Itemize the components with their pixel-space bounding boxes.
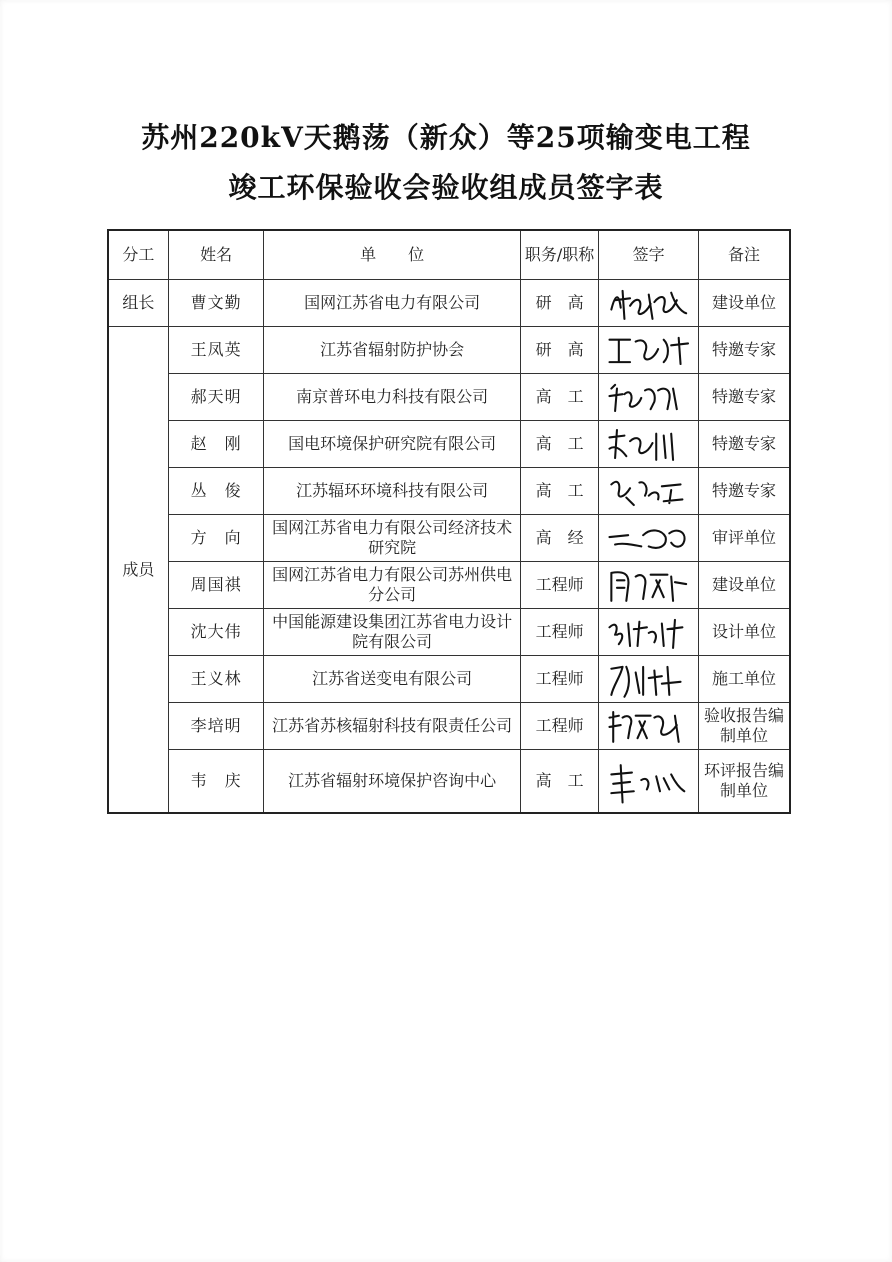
member-name: 方 向 [168,515,264,562]
leader-role: 组长 [108,280,168,327]
member-signature [599,515,699,562]
member-unit: 江苏省送变电有限公司 [264,656,521,703]
member-name: 沈大伟 [168,609,264,656]
leader-signature [599,280,699,327]
table-row [108,562,790,609]
member-note: 环评报告编制单位 [698,750,790,814]
member-unit: 江苏省辐射防护协会 [264,327,521,374]
handwritten-signature [602,562,695,608]
table-row [108,515,790,562]
handwritten-signature [602,468,695,514]
member-note: 特邀专家 [698,327,790,374]
member-title: 工程师 [520,562,598,609]
member-title: 工程师 [520,609,598,656]
member-unit: 江苏辐环环境科技有限公司 [264,468,521,515]
leader-note: 建设单位 [698,280,790,327]
member-note: 验收报告编制单位 [698,703,790,750]
member-signature [599,703,699,750]
header-name: 姓名 [168,230,264,280]
member-name: 王义林 [168,656,264,703]
table-row [108,609,790,656]
member-note: 设计单位 [698,609,790,656]
leader-name: 曹文勤 [168,280,264,327]
member-name: 韦 庆 [168,750,264,814]
member-title: 高 工 [520,750,598,814]
handwritten-signature [602,421,695,467]
member-signature [599,421,699,468]
handwritten-signature [602,703,695,749]
member-signature [599,656,699,703]
member-name: 李培明 [168,703,264,750]
leader-unit: 国网江苏省电力有限公司 [264,280,521,327]
member-unit: 国网江苏省电力有限公司经济技术研究院 [264,515,521,562]
member-title: 高 工 [520,468,598,515]
member-title: 高 工 [520,374,598,421]
table-row [108,656,790,703]
member-title: 工程师 [520,703,598,750]
member-note: 特邀专家 [698,421,790,468]
header-note: 备注 [698,230,790,280]
handwritten-signature [602,750,695,812]
member-unit: 国网江苏省电力有限公司苏州供电分公司 [264,562,521,609]
handwritten-signature [602,656,695,702]
header-title: 职务/职称 [520,230,598,280]
member-note: 审评单位 [698,515,790,562]
member-unit: 江苏省辐射环境保护咨询中心 [264,750,521,814]
member-signature [599,750,699,814]
member-unit: 国电环境保护研究院有限公司 [264,421,521,468]
member-name: 赵 刚 [168,421,264,468]
table-row [108,327,790,374]
member-name: 丛 俊 [168,468,264,515]
table-row [108,750,790,814]
document-title-line2: 竣工环保验收会验收组成员签字表 [228,171,664,204]
member-title: 工程师 [520,656,598,703]
member-name: 王凤英 [168,327,264,374]
handwritten-signature [602,515,695,561]
member-note: 特邀专家 [698,468,790,515]
header-unit: 单 位 [264,230,521,280]
document-title-line1: 苏州220kV天鹅荡（新众）等25项输变电工程 [141,121,751,154]
member-note: 特邀专家 [698,374,790,421]
table-row [108,703,790,750]
member-signature [599,327,699,374]
table-row [108,421,790,468]
handwritten-signature [602,609,695,655]
table-header-row [108,230,790,280]
member-unit: 中国能源建设集团江苏省电力设计院有限公司 [264,609,521,656]
member-note: 施工单位 [698,656,790,703]
member-signature [599,374,699,421]
member-title: 高 工 [520,421,598,468]
member-unit: 南京普环电力科技有限公司 [264,374,521,421]
handwritten-signature [602,374,695,420]
leader-title: 研 高 [520,280,598,327]
member-signature [599,468,699,515]
member-name: 周国祺 [168,562,264,609]
handwritten-signature [602,327,695,373]
table-row-leader [108,280,790,327]
member-title: 高 经 [520,515,598,562]
member-unit: 江苏省苏核辐射科技有限责任公司 [264,703,521,750]
member-title: 研 高 [520,327,598,374]
table-row [108,468,790,515]
table-row [108,374,790,421]
member-note: 建设单位 [698,562,790,609]
member-signature [599,609,699,656]
header-role: 分工 [108,230,168,280]
member-signature [599,562,699,609]
handwritten-signature [602,280,695,326]
signature-table [107,229,791,814]
member-name: 郝天明 [168,374,264,421]
header-signature: 签字 [599,230,699,280]
members-role: 成员 [108,327,168,814]
